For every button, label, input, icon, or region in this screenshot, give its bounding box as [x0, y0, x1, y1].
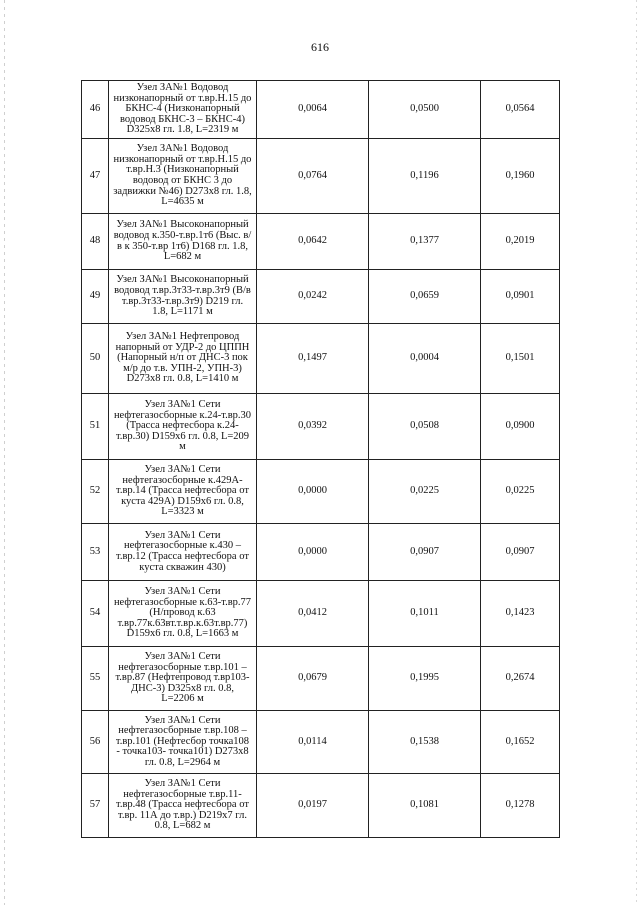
- row-value-1: 0,0642: [257, 214, 369, 270]
- row-number: 49: [82, 270, 109, 324]
- row-value-2: 0,0500: [369, 81, 481, 139]
- row-value-1: 0,1497: [257, 324, 369, 394]
- row-description: Узел ЗА№1 Сети нефтегазосборные т.вр.108 – т.вр.101 (Нефтесбор точка108 - точка103- точка101) D273x8 гл. 0.8, L=2964 м: [109, 711, 257, 774]
- page-number: 616: [311, 40, 329, 54]
- row-number: 51: [82, 394, 109, 460]
- row-value-total: 0,1423: [481, 581, 560, 647]
- row-description: Узел ЗА№1 Водовод низконапорный от т.вр.Н.15 до т.вр.Н.3 (Низконапорный водовод от БКНС 3 до задвижки №46) D273x8 гл. 1.8, L=4635 м: [109, 139, 257, 214]
- row-value-total: 0,1652: [481, 711, 560, 774]
- table-body: [82, 81, 560, 838]
- scan-edge-right: [636, 0, 637, 905]
- row-number: 47: [82, 139, 109, 214]
- row-value-2: 0,0004: [369, 324, 481, 394]
- row-value-total: 0,2019: [481, 214, 560, 270]
- row-number: 57: [82, 774, 109, 838]
- row-value-1: 0,0242: [257, 270, 369, 324]
- row-value-total: 0,1960: [481, 139, 560, 214]
- row-description: Узел ЗА№1 Сети нефтегазосборные т.вр.101 – т.вр.87 (Нефтепровод т.вр103-ДНС-3) D325x8 гл. 0.8, L=2206 м: [109, 647, 257, 711]
- table-row: [82, 81, 560, 139]
- table-row: [82, 270, 560, 324]
- table-row: [82, 460, 560, 524]
- row-number: 55: [82, 647, 109, 711]
- row-value-total: 0,0901: [481, 270, 560, 324]
- scan-edge-left: [4, 0, 5, 905]
- row-value-2: 0,1196: [369, 139, 481, 214]
- row-value-1: 0,0000: [257, 460, 369, 524]
- row-value-2: 0,0907: [369, 524, 481, 581]
- row-value-1: 0,0679: [257, 647, 369, 711]
- row-value-total: 0,0225: [481, 460, 560, 524]
- row-value-total: 0,2674: [481, 647, 560, 711]
- row-number: 53: [82, 524, 109, 581]
- row-value-total: 0,0907: [481, 524, 560, 581]
- row-value-2: 0,1377: [369, 214, 481, 270]
- table-row: [82, 394, 560, 460]
- table-row: [82, 647, 560, 711]
- table-row: [82, 581, 560, 647]
- row-value-1: 0,0064: [257, 81, 369, 139]
- row-value-2: 0,1995: [369, 647, 481, 711]
- row-value-1: 0,0764: [257, 139, 369, 214]
- row-value-1: 0,0392: [257, 394, 369, 460]
- row-number: 52: [82, 460, 109, 524]
- row-description: Узел ЗА№1 Сети нефтегазосборные к.429А-т.вр.14 (Трасса нефтесбора от куста 429А) D159x6 гл. 0.8, L=3323 м: [109, 460, 257, 524]
- row-value-1: 0,0000: [257, 524, 369, 581]
- table-row: [82, 214, 560, 270]
- row-value-total: 0,1501: [481, 324, 560, 394]
- row-description: Узел ЗА№1 Сети нефтегазосборные к.63-т.вр.77 (Н/провод к.63 т.вр.77к.63вт.т.вр.к.63т.вр.77) D159x6 гл. 0.8, L=1663 м: [109, 581, 257, 647]
- row-description: Узел ЗА№1 Нефтепровод напорный от УДР-2 до ЦППН (Напорный н/п от ДНС-3 пок м/р до т.в. УПН-2, УПН-3) D273x8 гл. 0.8, L=1410 м: [109, 324, 257, 394]
- row-value-1: 0,0412: [257, 581, 369, 647]
- row-value-total: 0,0900: [481, 394, 560, 460]
- table-row: [82, 711, 560, 774]
- row-number: 54: [82, 581, 109, 647]
- row-value-2: 0,0508: [369, 394, 481, 460]
- row-value-total: 0,0564: [481, 81, 560, 139]
- row-number: 48: [82, 214, 109, 270]
- row-value-1: 0,0197: [257, 774, 369, 838]
- row-number: 56: [82, 711, 109, 774]
- row-description: Узел ЗА№1 Сети нефтегазосборные к.24-т.вр.30 (Трасса нефтесбора к.24-т.вр.30) D159x6 гл. 0.8, L=209 м: [109, 394, 257, 460]
- data-table: [81, 80, 560, 838]
- row-value-2: 0,1538: [369, 711, 481, 774]
- row-value-2: 0,0225: [369, 460, 481, 524]
- table-row: [82, 324, 560, 394]
- row-description: Узел ЗА№1 Водовод низконапорный от т.вр.Н.15 до БКНС-4 (Низконапорный водовод БКНС-3 – БКНС-4) D325x8 гл. 1.8, L=2319 м: [109, 81, 257, 139]
- row-description: Узел ЗА№1 Высоконапорный водовод т.вр.3т33-т.вр.3т9 (В/в т.вр.3т33-т.вр.3т9) D219 гл. 1.8, L=1171 м: [109, 270, 257, 324]
- table-row: [82, 139, 560, 214]
- row-value-2: 0,1081: [369, 774, 481, 838]
- row-description: Узел ЗА№1 Сети нефтегазосборные к.430 – т.вр.12 (Трасса нефтесбора от куста скважин 430): [109, 524, 257, 581]
- table-row: [82, 774, 560, 838]
- table-row: [82, 524, 560, 581]
- row-value-1: 0,0114: [257, 711, 369, 774]
- row-number: 50: [82, 324, 109, 394]
- row-number: 46: [82, 81, 109, 139]
- row-value-2: 0,0659: [369, 270, 481, 324]
- row-description: Узел ЗА№1 Сети нефтегазосборные т.вр.11-т.вр.48 (Трасса нефтесбора от т.вр. 11А до т.вр.) D219x7 гл. 0.8, L=682 м: [109, 774, 257, 838]
- row-value-2: 0,1011: [369, 581, 481, 647]
- row-description: Узел ЗА№1 Высоконапорный водовод к.350-т.вр.1т6 (Выс. в/в к 350-т.вр 1т6) D168 гл. 1.8, L=682 м: [109, 214, 257, 270]
- row-value-total: 0,1278: [481, 774, 560, 838]
